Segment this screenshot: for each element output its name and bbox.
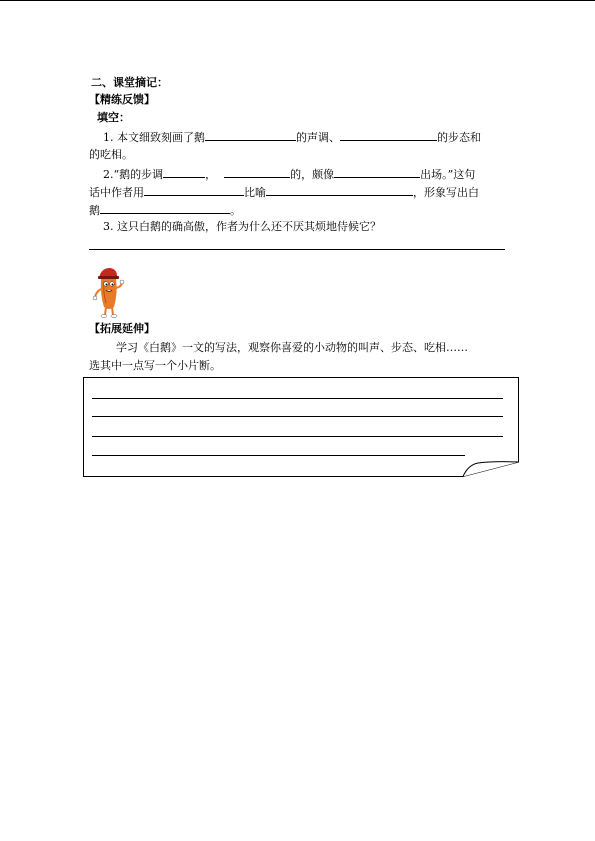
q2-blank-3[interactable] [334, 166, 420, 178]
q2-line3-part2: 。 [230, 204, 241, 217]
q2-text-part1: 2.“鹅的步调 [103, 168, 164, 181]
q2-line2-part3: ，形象写出白 [413, 186, 479, 199]
q3-text: 这只白鹅的确高傲，作者为什么还不厌其烦地侍候它？ [117, 220, 381, 233]
writing-line-1[interactable] [92, 398, 503, 399]
q2-blank-5[interactable] [266, 184, 413, 196]
question-1-line-2: 的吃相。 [89, 148, 133, 161]
q2-line3-part1: 鹅 [89, 204, 100, 217]
question-2-line-1 [103, 166, 475, 182]
page-top-border [0, 0, 595, 1]
q3-answer-line[interactable] [89, 249, 505, 250]
q1-text-part1: 本文细致刻画了鹅 [117, 131, 205, 144]
q2-line2-part1: 话中作者用 [89, 186, 144, 199]
question-2-line-2 [89, 184, 479, 200]
question-1-line-1 [103, 129, 481, 145]
extension-label: 【拓展延伸】 [89, 322, 155, 335]
q1-number: 1. [103, 131, 114, 144]
fill-in-label: 填空： [97, 111, 130, 124]
q1-blank-1[interactable] [205, 129, 296, 141]
question-3 [103, 220, 381, 234]
writing-line-2[interactable] [92, 416, 503, 417]
writing-line-3[interactable] [92, 436, 503, 437]
q2-blank-1[interactable] [163, 166, 205, 178]
q2-line2-part2: 比喻 [244, 186, 266, 199]
question-2-line-3 [89, 202, 241, 218]
extension-text-line-2: 选其中一点写一个小片断。 [89, 359, 221, 372]
q3-number: 3. [103, 220, 114, 233]
q2-text-part4: 出场。”这句 [420, 168, 476, 181]
feedback-label: 【精练反馈】 [89, 93, 155, 106]
writing-line-4[interactable] [92, 455, 465, 456]
writing-box[interactable] [83, 377, 519, 477]
q2-text-part3: 的，颇像 [290, 168, 335, 181]
q1-text-part2: 的声调、 [296, 131, 340, 144]
q2-blank-2[interactable] [224, 166, 290, 178]
q2-blank-4[interactable] [144, 184, 244, 196]
extension-text-line-1: 学习《白鹅》一文的写法，观察你喜爱的小动物的叫声、步态、吃相…… [116, 341, 468, 354]
q1-blank-2[interactable] [340, 129, 437, 141]
q1-text-part3: 的步态和 [437, 131, 481, 144]
section-heading: 二、课堂摘记： [91, 76, 168, 89]
q2-blank-6[interactable] [100, 202, 230, 214]
cartoon-pencil-character-icon [92, 265, 128, 320]
q2-text-part2: ， [205, 168, 217, 181]
